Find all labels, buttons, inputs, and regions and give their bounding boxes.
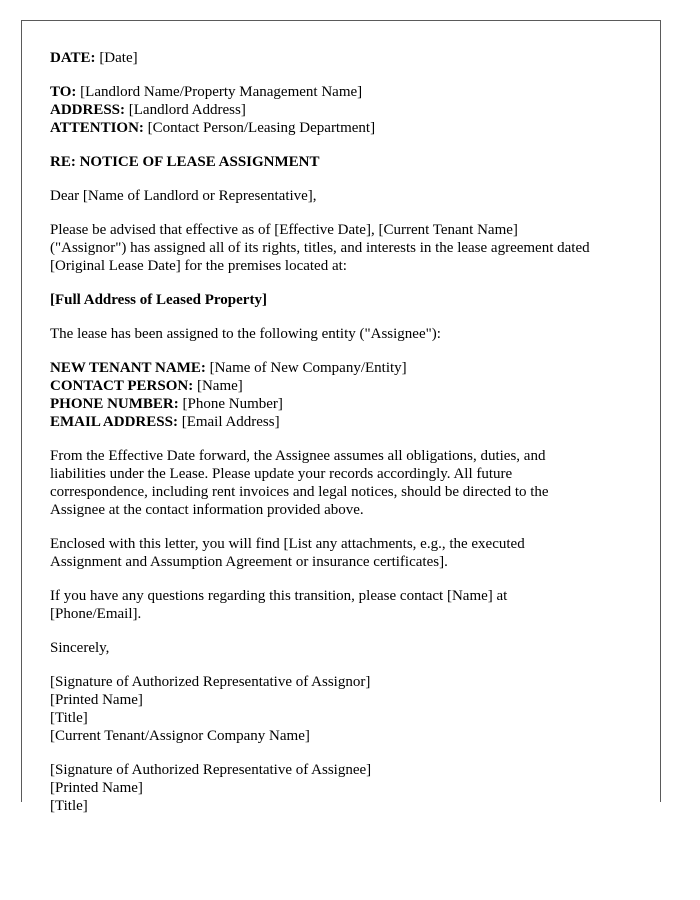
subject-line <box>50 153 650 171</box>
obligations-line: From the Effective Date forward, the Assignee assumes all obligations, duties, and <box>50 448 546 464</box>
intro-line: Please be advised that effective as of [Effective Date], [Current Tenant Name] <box>50 222 518 238</box>
assignor-signature-block <box>50 673 650 745</box>
closing: Sincerely, <box>50 640 110 656</box>
enclosures-line: Enclosed with this letter, you will find [List any attachments, e.g., the executed <box>50 536 525 552</box>
assigned-to-text: The lease has been assigned to the following entity ("Assignee"): <box>50 326 441 342</box>
attention-line <box>50 119 650 137</box>
contact-person-label: CONTACT PERSON: <box>50 378 194 394</box>
new-tenant-label: NEW TENANT NAME: <box>50 360 206 376</box>
email-address-value: [Email Address] <box>181 414 280 430</box>
address-label: ADDRESS: <box>50 102 126 118</box>
address-value: [Landlord Address] <box>128 102 246 118</box>
contact-person-line <box>50 377 650 395</box>
property-address <box>50 291 650 309</box>
assignor-printed-name: [Printed Name] <box>50 692 143 708</box>
questions-line: [Phone/Email]. <box>50 606 142 622</box>
date-label: DATE: <box>50 50 96 66</box>
obligations-line: correspondence, including rent invoices and legal notices, should be directed to the <box>50 484 549 500</box>
email-address-line <box>50 413 650 431</box>
enclosures-paragraph <box>50 535 650 571</box>
phone-number-value: [Phone Number] <box>182 396 283 412</box>
obligations-line: liabilities under the Lease. Please update your records accordingly. All future <box>50 466 513 482</box>
assignee-printed-name: [Printed Name] <box>50 780 143 796</box>
questions-paragraph <box>50 587 650 623</box>
salutation: Dear [Name of Landlord or Representative], <box>50 188 317 204</box>
attention-value: [Contact Person/Leasing Department] <box>147 120 376 136</box>
intro-line: ("Assignor") has assigned all of its rights, titles, and interests in the lease agreement dated <box>50 240 590 256</box>
intro-line: [Original Lease Date] for the premises located at: <box>50 258 347 274</box>
obligations-paragraph <box>50 447 650 519</box>
new-tenant-line <box>50 359 650 377</box>
to-line <box>50 83 650 101</box>
assignor-company-name: [Current Tenant/Assignor Company Name] <box>50 728 310 744</box>
contact-person-value: [Name] <box>196 378 243 394</box>
obligations-line: Assignee at the contact information provided above. <box>50 502 364 518</box>
letter-content <box>50 49 650 831</box>
assignee-signature-line: [Signature of Authorized Representative of Assignee] <box>50 762 372 778</box>
new-tenant-value: [Name of New Company/Entity] <box>209 360 407 376</box>
phone-number-label: PHONE NUMBER: <box>50 396 179 412</box>
address-line <box>50 101 650 119</box>
assignee-signature-block <box>50 761 650 815</box>
phone-number-line <box>50 395 650 413</box>
assignor-title: [Title] <box>50 710 88 726</box>
questions-line: If you have any questions regarding this transition, please contact [Name] at <box>50 588 508 604</box>
subject-text: RE: NOTICE OF LEASE ASSIGNMENT <box>50 154 320 170</box>
intro-paragraph <box>50 221 650 275</box>
date-line <box>50 49 650 67</box>
property-address-text: [Full Address of Leased Property] <box>50 292 267 308</box>
to-value: [Landlord Name/Property Management Name] <box>80 84 363 100</box>
to-label: TO: <box>50 84 77 100</box>
letter-page <box>21 20 661 814</box>
assignee-title: [Title] <box>50 798 88 814</box>
email-address-label: EMAIL ADDRESS: <box>50 414 178 430</box>
enclosures-line: Assignment and Assumption Agreement or insurance certificates]. <box>50 554 448 570</box>
attention-label: ATTENTION: <box>50 120 144 136</box>
date-value: [Date] <box>99 50 138 66</box>
recipient-block <box>50 83 650 137</box>
assignee-details-block <box>50 359 650 431</box>
assignor-signature-line: [Signature of Authorized Representative of Assignor] <box>50 674 371 690</box>
